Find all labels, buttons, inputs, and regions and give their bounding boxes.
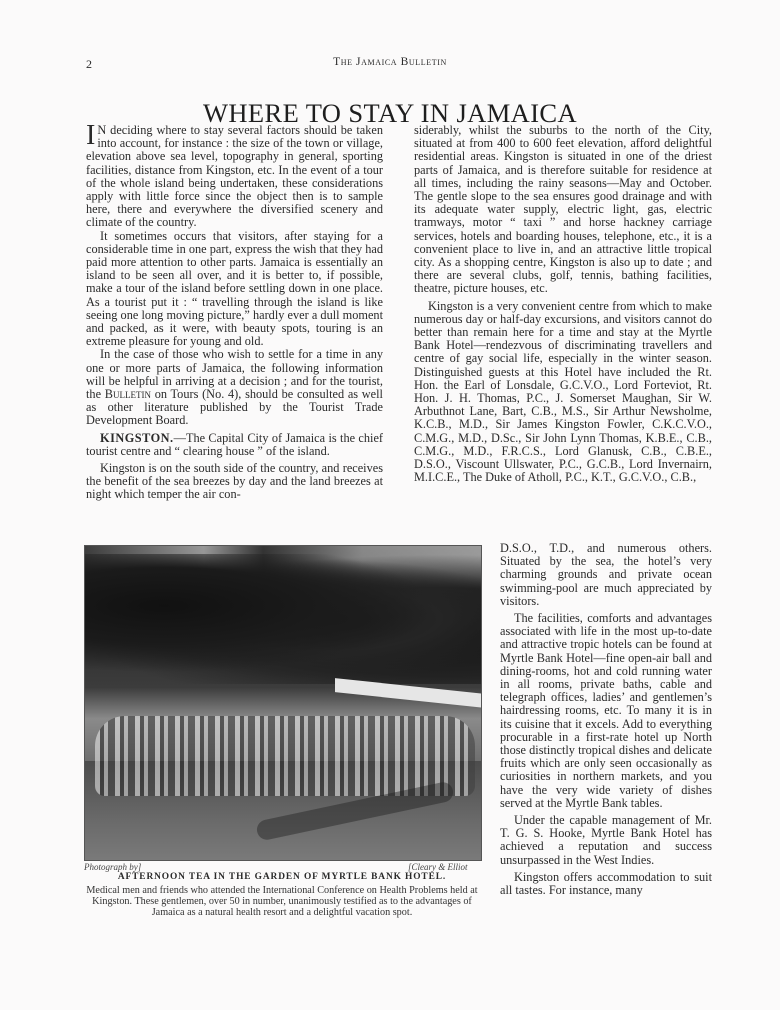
bulletin-reference: Bulletin (104, 387, 151, 402)
settle-text-a: In the case of those who wish to settle for a time in any one or more parts of Jamaica, the following information will be helpful in arriving at a decision ; and for the tourist, the (86, 347, 383, 402)
paragraph-kingston-location: Kingston is on the south side of the country, and receives the benefit of the sea breezes by day and the land breezes at night which temper the air con- (86, 461, 383, 502)
paragraph-intro (86, 120, 383, 230)
garden-tea-photograph (84, 545, 482, 861)
caption-body: Medical men and friends who attended the International Conference on Health Problems held at Kingston. These gentlemen, over 50 in number, unanimously testified as to the advantages of Jamaica as a natural health resort and a delightful vacation spot. (86, 885, 478, 918)
right-column-top (414, 124, 712, 484)
left-column (86, 120, 383, 502)
photo-credit-label: Photograph by] (84, 862, 142, 872)
paragraph-kingston-continued: siderably, whilst the suburbs to the north of the City, situated at from 400 to 600 feet elevation, afford delightful residential areas. Kingston is situated in one of the driest parts of Jamaica, and is therefore suitable for residence at all times, including the rainy seasons—May and October. The gentle slope to the sea ensures good drainage and with its adequate water supply, electric light, gas, electric tramways, motor “ taxi ” and horse hackney carriage services, hotels and boarding houses, telephone, etc., it is a convenient place to live in, and an attractive little tropical city. As a shopping centre, Kingston is also up to date ; and there are several clubs, golf, tennis, bathing facilities, theatre, picture houses, etc. (414, 123, 712, 296)
page-number: 2 (86, 57, 92, 71)
photo-credit-name: [Cleary & Elliot (408, 862, 468, 872)
photo-palm-trees (85, 554, 481, 684)
paragraph-management: Under the capable management of Mr. T. G. S. Hooke, Myrtle Bank Hotel has achieved a reputation and success unsurpassed in the West Indies. (500, 813, 712, 867)
right-column-bottom (500, 542, 712, 897)
photo-guests-group (95, 716, 475, 796)
paragraph-myrtle-bank: Kingston is a very convenient centre from which to make numerous day or half-day excursions, and visitors cannot do better than remain here for a time and stay at the Myrtle Bank Hotel—rendezvous of discriminating travellers and centre of gay social life, especially in the winter season. Distinguished guests at this Hotel have included the Rt. Hon. the Earl of Lonsdale, G.C.V.O., Lord Forteviot, Rt. Hon. J. H. Thomas, P.C., J. Somerset Maughan, Sir W. Arbuthnot Lane, Bart, C.B., M.S., Sir Arthur Newsholme, K.C.B., M.D., Sir James Kingston Fowler, C.K.C.V.O., C.M.G., M.D., D.Sc., Sir John Lynn Thomas, K.B.E., C.B., C.M.G., M.D., F.R.C.S., Lord Glanusk, C.B., C.B.E., D.S.O., Viscount Ullswater, P.C., G.C.B., Lord Invernairn, M.I.C.E., The Duke of Atholl, P.C., K.T., G.C.V.O., C.B., (414, 298, 712, 485)
paragraph-accommodation: Kingston offers accommodation to suit all tastes. For instance, many (500, 869, 712, 898)
kingston-text: —The Capital City of Jamaica is the chief tourist centre and “ clearing house ” of the island. (86, 430, 383, 458)
paragraph-facilities: The facilities, comforts and advantages associated with life in the most up-to-date and attractive tropic hotels can be found at Myrtle Bank Hotel—fine open-air ball and dining-rooms, hot and cold running water in all rooms, private baths, cable and telegraph offices, ladies’ and gentlemen’s hairdressing rooms, etc. To many it is in its cuisine that it excels. Add to everything procurable in a first-rate hotel up North those distinctly tropical dishes and delicate fruits which are only seen occasionally as curiosities in northern markets, and you have the very wide variety of dishes served at the Myrtle Bank tables. (500, 611, 712, 810)
paragraph-touring: It sometimes occurs that visitors, after staying for a considerable time in one part, express the wish that they had paid more attention to other parts. Jamaica is essentially an island to be seen all over, and it is better to, if possible, make a tour of the island before settling down in one place. As a tourist put it : “ travelling through the island is like seeing one long moving picture,” hardly ever a dull moment and packed, as it were, with beauty spots, touring is an extreme pleasure for young and old. (86, 228, 383, 349)
paragraph-settle (86, 348, 383, 427)
caption-title: AFTERNOON TEA IN THE GARDEN OF MYRTLE BANK HOTEL. (117, 872, 447, 882)
article-title: WHERE TO STAY IN JAMAICA (202, 97, 578, 128)
settle-text-b: on Tours (No. 4), should be consulted as well as other literature published by the Tourist Trade Development Board. (86, 387, 383, 428)
paragraph-kingston (86, 432, 383, 458)
paragraph-guests-continued: D.S.O., T.D., and numerous others. Situated by the sea, the hotel’s very charming grounds and private ocean swimming-pool are much appreciated by visitors. (500, 541, 712, 608)
kingston-heading: KINGSTON. (100, 430, 174, 445)
paragraph-intro-text: N deciding where to stay several factors should be taken into account, for instance : the size of the town or village, elevation above sea level, topography in general, sporting facilities, distance from Kingston, etc. In the event of a tour of the whole island being undertaken, these considerations apply with little force since the object then is to sample here, there and everywhere the diversified scenery and climate of the country. (86, 123, 383, 230)
drop-cap: I (86, 120, 96, 151)
running-head: The Jamaica Bulletin (333, 56, 447, 68)
